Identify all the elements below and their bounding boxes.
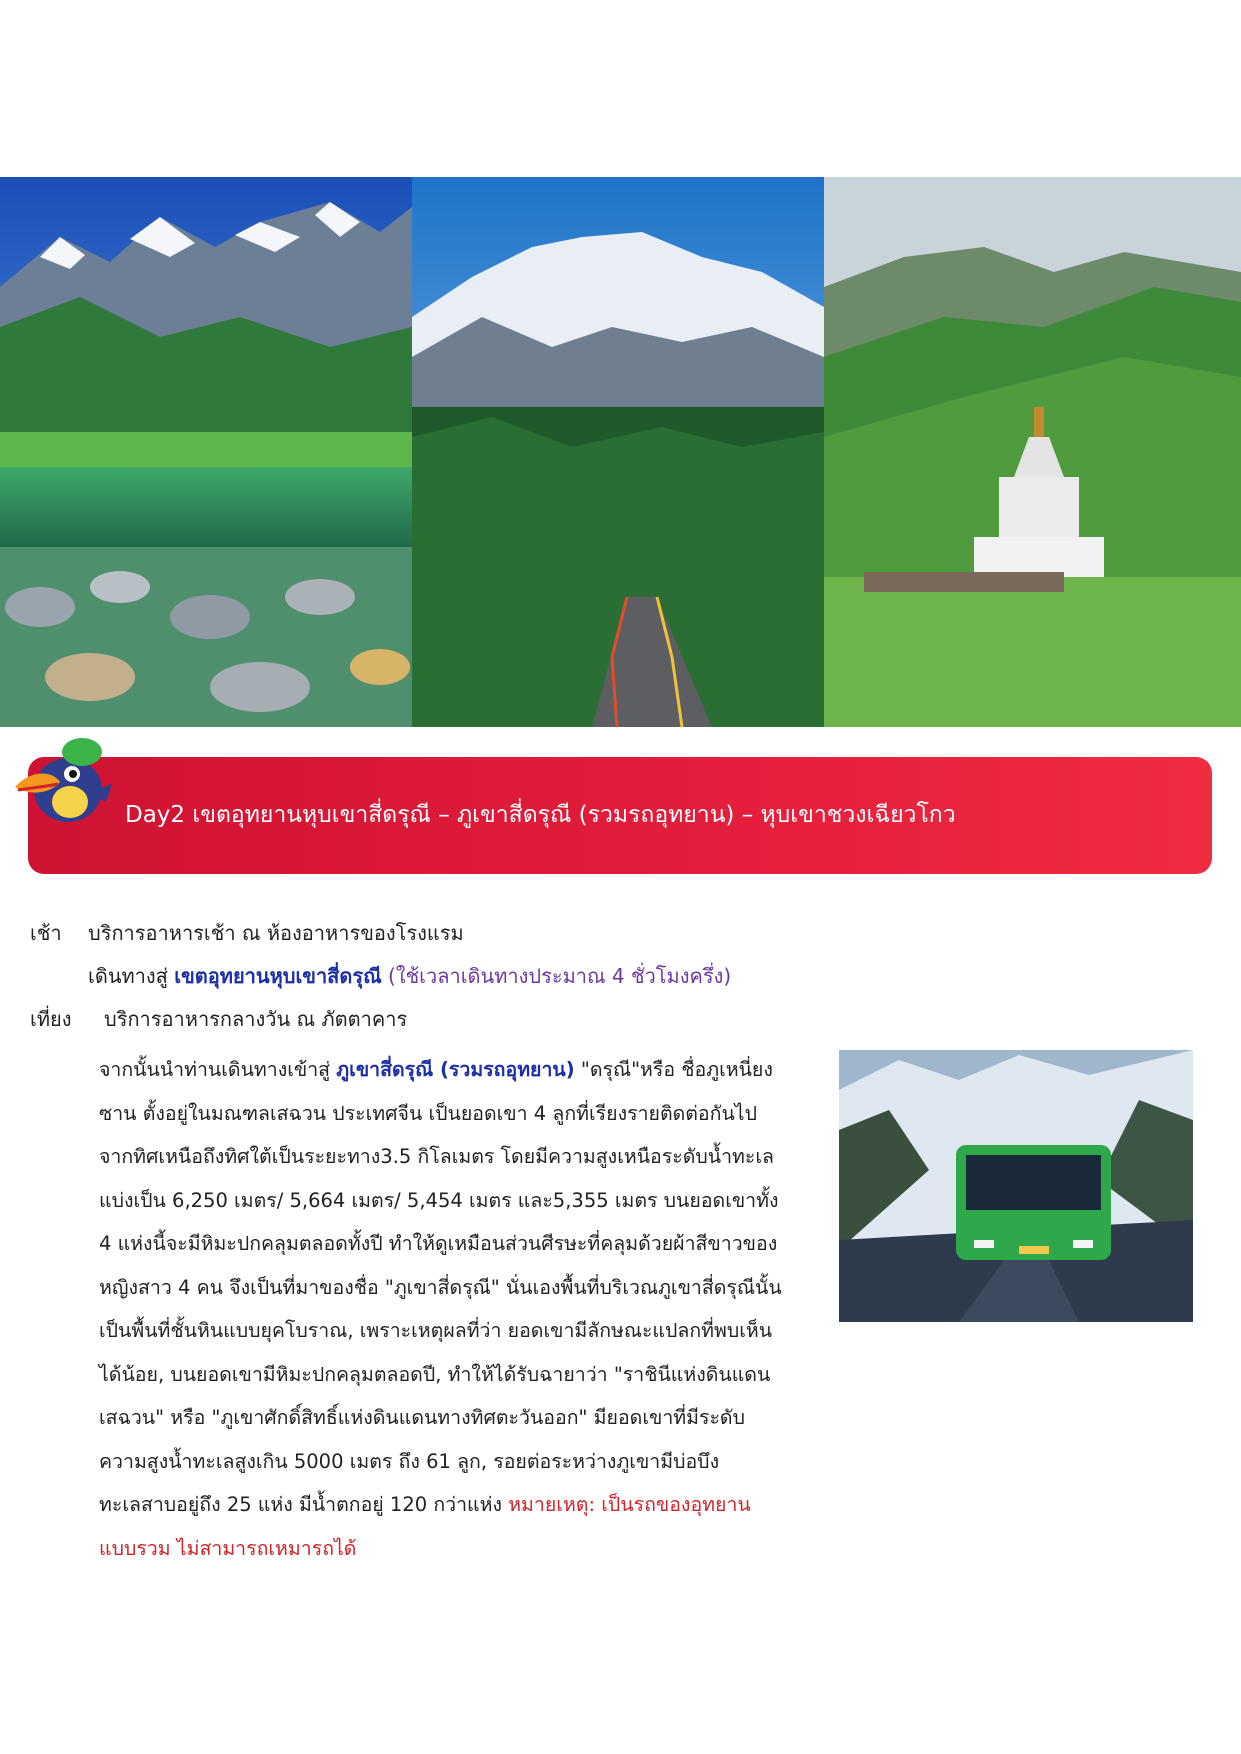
- description-paragraph: [99, 1048, 819, 1570]
- stupa-valley-photo: [824, 177, 1241, 727]
- mountain-lake-photo: [0, 177, 412, 727]
- note-text: หมายเหตุ: เป็นรถของอุทยาน: [508, 1493, 751, 1516]
- lunch-text: บริการอาหารกลางวัน ณ ภัตตาคาร: [104, 1007, 408, 1031]
- travel-row: [88, 962, 731, 990]
- description-line: หญิงสาว 4 คน จึงเป็นที่มาของชื่อ "ภูเขาสี่ดรุณี" นั่นเองพื้นที่บริเวณภูเขาสี่ดรุณีนั้น: [99, 1275, 782, 1299]
- day-title: Day2 เขตอุทยานหุบเขาสี่ดรุณี – ภูเขาสี่ดรุณี (รวมรถอุทยาน) – หุบเขาชวงเฉียวโกว: [125, 802, 956, 828]
- breakfast-text: บริการอาหารเช้า ณ ห้องอาหารของโรงแรม: [88, 921, 464, 945]
- description-line: ซาน ตั้งอยู่ในมณฑลเสฉวน ประเทศจีน เป็นยอดเขา 4 ลูกที่เรียงรายติดต่อกันไป: [99, 1101, 757, 1125]
- description-line: ทะเลสาบอยู่ถึง 25 แห่ง มีน้ำตกอยู่ 120 กว่าแห่ง หมายเหตุ: เป็นรถของอุทยาน: [99, 1493, 751, 1516]
- description-line: เป็นพื้นที่ชั้นหินแบบยุคโบราณ, เพราะเหตุผลที่ว่า ยอดเขามีลักษณะแปลกที่พบเห็น: [99, 1319, 773, 1342]
- description-line: จากนั้นนำท่านเดินทางเข้าสู่ ภูเขาสี่ดรุณี (รวมรถอุทยาน) "ดรุณี"หรือ ชื่อภูเหนี่ยง: [99, 1058, 773, 1081]
- description-line: แบ่งเป็น 6,250 เมตร/ 5,664 เมตร/ 5,454 เมตร และ5,355 เมตร บนยอดเขาทั้ง: [99, 1188, 779, 1212]
- snow-peak-road-photo: [412, 177, 824, 727]
- description-line: จากทิศเหนือถึงทิศใต้เป็นระยะทาง3.5 กิโลเมตร โดยมีความสูงเหนือระดับน้ำทะเล: [99, 1145, 774, 1168]
- travel-destination: เขตอุทยานหุบเขาสี่ดรุณี: [174, 964, 382, 988]
- time-label-noon: เที่ยง: [30, 1007, 72, 1031]
- travel-duration: (ใช้เวลาเดินทางประมาณ 4 ชั่วโมงครึ่ง): [381, 964, 732, 988]
- description-line: ความสูงน้ำทะเลสูงเกิน 5000 เมตร ถึง 61 ลูก, รอยต่อระหว่างภูเขามีบ่อบึง: [99, 1449, 720, 1473]
- description-line: เสฉวน" หรือ "ภูเขาศักดิ์สิทธิ์แห่งดินแดนทางทิศตะวันออก" มียอดเขาที่มีระดับ: [99, 1406, 745, 1429]
- highlight-mountain: ภูเขาสี่ดรุณี (รวมรถอุทยาน): [336, 1058, 575, 1081]
- note-text-continued: แบบรวม ไม่สามารถเหมารถได้: [99, 1536, 357, 1560]
- park-shuttle-bus-photo: [839, 1050, 1193, 1322]
- time-label-morning: เช้า: [30, 921, 62, 945]
- description-line: ได้น้อย, บนยอดเขามีหิมะปกคลุมตลอดปี, ทำให้ได้รับฉายาว่า "ราชินีแห่งดินแดน: [99, 1362, 771, 1386]
- toucan-mascot-icon: [10, 732, 116, 832]
- travel-prefix: เดินทางสู่: [88, 964, 175, 988]
- description-line: 4 แห่งนี้จะมีหิมะปกคลุมตลอดทั้งปี ทำให้ดูเหมือนส่วนศีรษะที่คลุมด้วยผ้าสีขาวของ: [99, 1232, 778, 1255]
- day-banner: [28, 757, 1212, 874]
